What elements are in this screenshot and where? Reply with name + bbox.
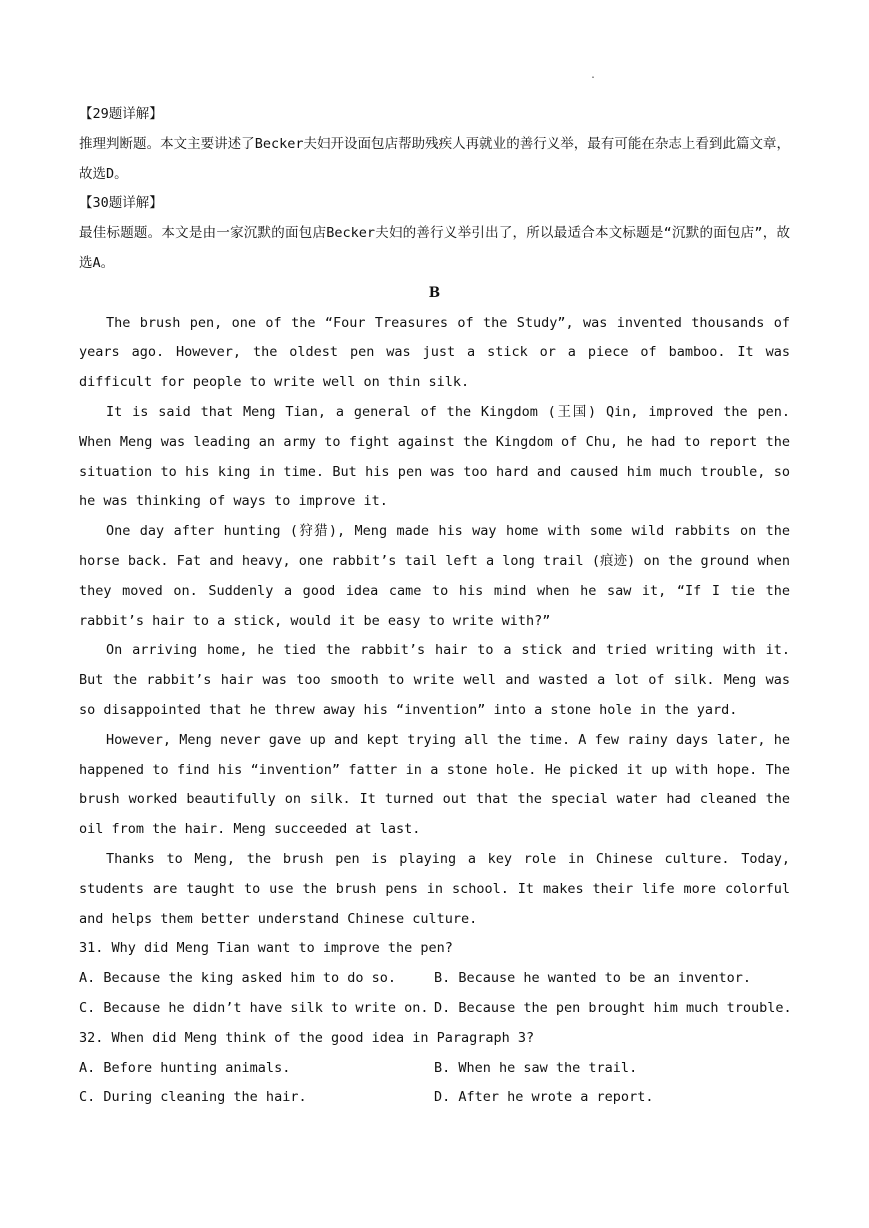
explanation-text: 最佳标题题。本文是由一家沉默的面包店Becker夫妇的善行义举引出了，所以最适合本文标题是“沉默的面包店”，故选A。 [79, 225, 790, 271]
passage-paragraph: Thanks to Meng, the brush pen is playing a key role in Chinese culture. Today, students are taught to use the brush pens in school. It makes their life more colorful and helps them better understand Chinese culture. [79, 850, 790, 927]
option-a[interactable]: A. Before hunting animals. [79, 1059, 291, 1076]
option-c[interactable]: C. During cleaning the hair. [79, 1089, 307, 1106]
option-b[interactable]: B. When he saw the trail. [434, 1059, 638, 1076]
option-c[interactable]: C. Because he didn’t have silk to write on. [79, 999, 429, 1016]
passage-paragraph: On arriving home, he tied the rabbit’s hair to a stick and tried writing with it. But the rabbit’s hair was too smooth to write well and wasted a lot of silk. Meng was so disappointed that he threw away his “invention” into a stone hole in the yard. [79, 642, 790, 718]
passage-paragraph: It is said that Meng Tian, a general of the Kingdom (王国) Qin, improved the pen. When Meng was leading an army to fight against the Kingdom of Chu, he had to report the situation to his king in time. But his pen was too hard and caused him much trouble, so he was thinking of ways to improve it. [79, 403, 790, 510]
option-row [79, 1083, 790, 1113]
question-stem: 31. Why did Meng Tian want to improve the pen? [79, 940, 453, 957]
option-b[interactable]: B. Because he wanted to be an inventor. [434, 970, 751, 987]
question-32 [79, 1024, 790, 1113]
explanation-heading: 【30题详解】 [79, 195, 163, 212]
question-stem: 32. When did Meng think of the good idea in Paragraph 3? [79, 1029, 535, 1046]
option-row [79, 994, 790, 1024]
passage-paragraph: The brush pen, one of the “Four Treasures of the Study”, was invented thousands of years ago. However, the oldest pen was just a stick or a piece of bamboo. It was difficult for people to write well on thin silk. [79, 314, 790, 391]
passage-paragraph: However, Meng never gave up and kept trying all the time. A few rainy days later, he happened to find his “invention” fatter in a stone hole. He picked it up with hope. The brush worked beautifully on silk. It turned out that the special water had cleaned the oil from the hair. Meng succeeded at last. [79, 731, 790, 838]
option-d[interactable]: D. Because the pen brought him much trouble. [434, 999, 792, 1016]
option-d[interactable]: D. After he wrote a report. [434, 1089, 654, 1106]
passage [79, 309, 790, 935]
question-31 [79, 934, 790, 1023]
option-row [79, 964, 790, 994]
document-page [79, 100, 790, 1113]
explanation-heading: 【29题详解】 [79, 106, 163, 122]
explanation-text: 推理判断题。本文主要讲述了Becker夫妇开设面包店帮助残疾人再就业的善行义举，最有可能在杂志上看到此篇文章，故选D。 [79, 135, 790, 182]
option-a[interactable]: A. Because the king asked him to do so. [79, 970, 396, 987]
section-label: B [428, 284, 441, 301]
corner-mark: . [590, 70, 597, 81]
explanation-29 [79, 100, 790, 189]
option-row [79, 1054, 790, 1084]
explanation-30 [79, 189, 790, 278]
passage-paragraph: One day after hunting (狩猎), Meng made his way home with some wild rabbits on the horse back. Fat and heavy, one rabbit’s tail left a long trail (痕迹) on the ground when they moved on. Suddenly a good idea came to his mind when he saw it, “If I tie the rabbit’s hair to a stick, would it be easy to write with?” [79, 523, 790, 629]
